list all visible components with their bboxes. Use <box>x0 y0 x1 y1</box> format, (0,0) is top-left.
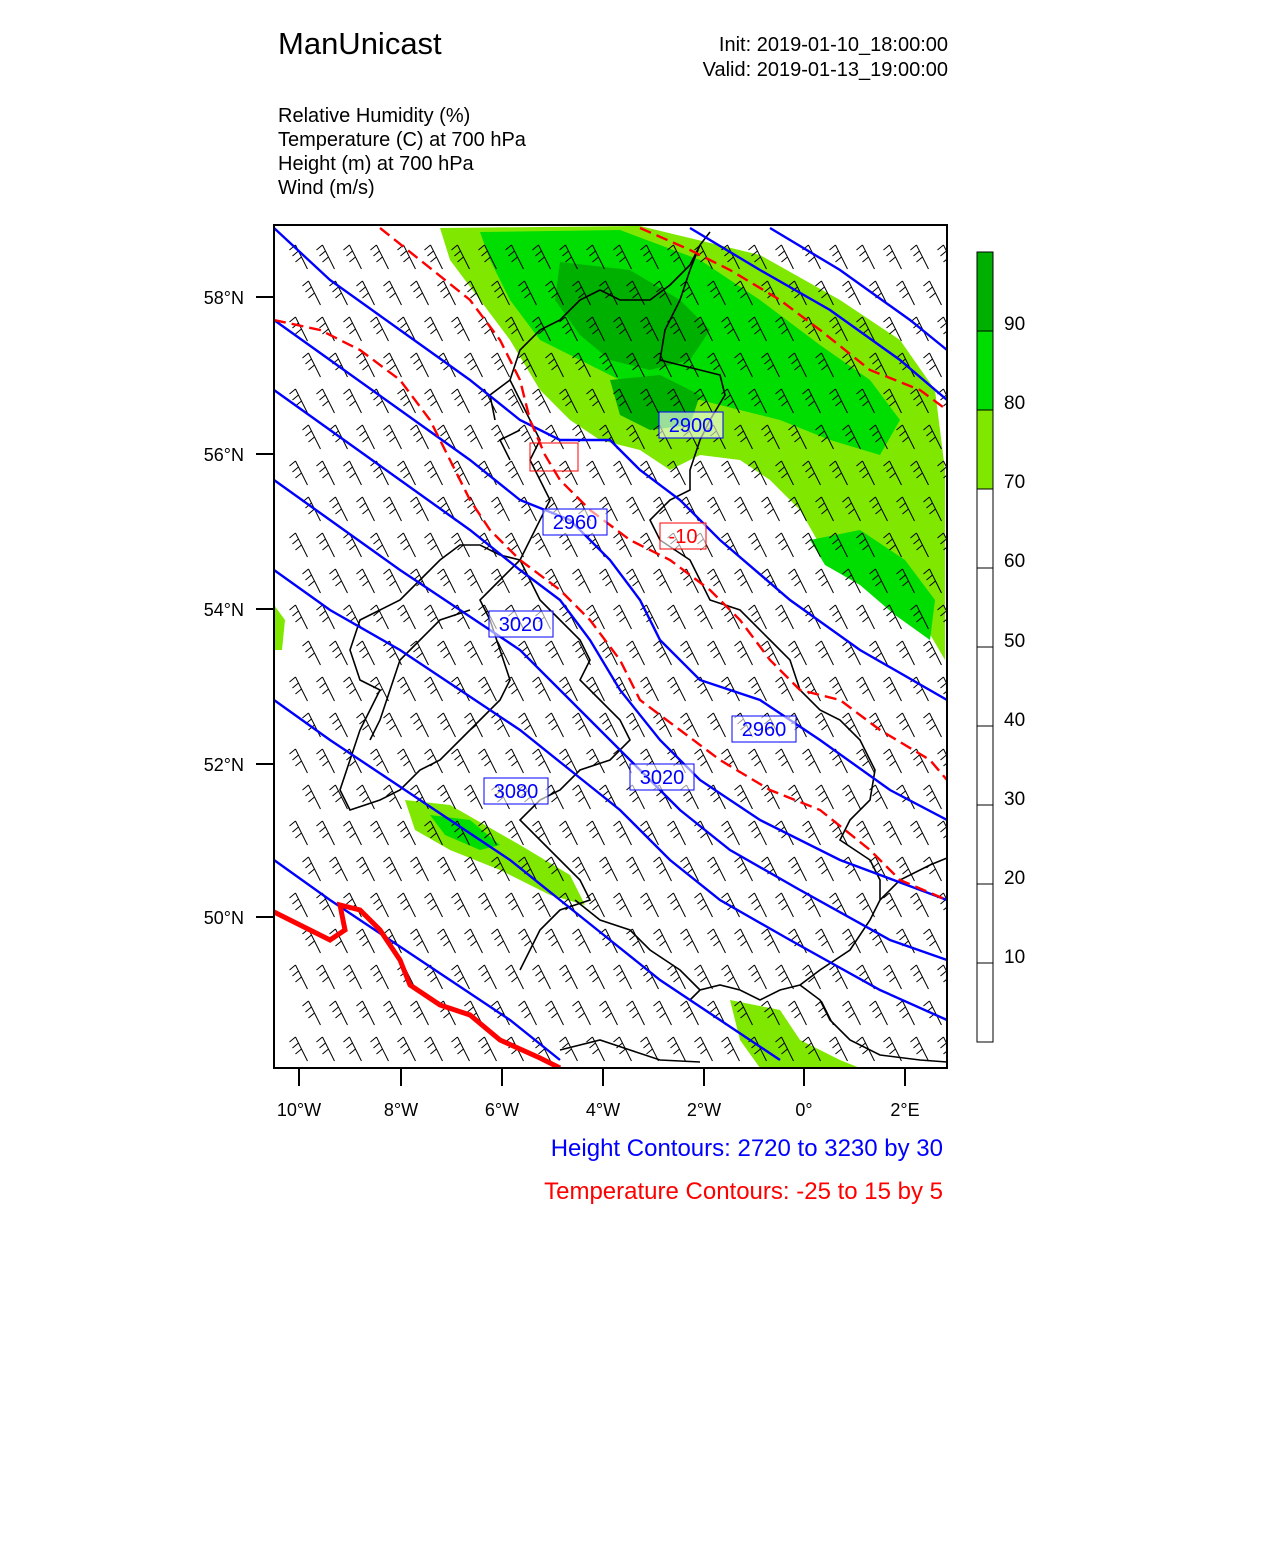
colorbar-labels <box>1004 314 1025 968</box>
svg-text:3020: 3020 <box>639 767 685 789</box>
field-label-rh: Relative Humidity (%) <box>278 105 471 127</box>
lon-axis <box>277 1068 920 1120</box>
lon-tick-label: 2°E <box>890 1100 920 1120</box>
lon-tick-label: 2°W <box>686 1100 722 1120</box>
height-label-3020b <box>630 764 694 790</box>
svg-text:-10: -10 <box>668 526 698 548</box>
lat-tick-label: 56°N <box>203 445 244 465</box>
lat-tick-label: 54°N <box>203 600 244 620</box>
rh-colorbar <box>977 252 993 1042</box>
svg-text:2960: 2960 <box>741 719 787 741</box>
lat-axis <box>204 288 274 928</box>
colorbar-label: 10 <box>1004 947 1026 968</box>
init-time: Init: 2019-01-10_18:00:00 <box>718 34 948 56</box>
wind-barb <box>950 929 968 953</box>
height-label-3020a <box>489 611 553 637</box>
wind-barb <box>950 1001 968 1025</box>
lon-tick-label: 0° <box>795 1100 813 1120</box>
colorbar-label: 20 <box>1004 868 1026 889</box>
lon-tick-label: 6°W <box>484 1100 520 1120</box>
colorbar-label: 60 <box>1004 551 1026 572</box>
colorbar-label: 30 <box>1004 789 1026 810</box>
colorbar-box <box>977 489 993 568</box>
lat-tick-label: 50°N <box>203 908 244 928</box>
svg-text:3020: 3020 <box>498 614 544 636</box>
wind-barb <box>950 641 968 665</box>
model-title: ManUnicast <box>278 26 442 61</box>
colorbar-box <box>977 647 993 726</box>
colorbar-box <box>977 726 993 805</box>
colorbar-label: 80 <box>1004 393 1026 414</box>
colorbar-box <box>977 884 993 963</box>
field-label-temperature: Temperature (C) at 700 hPa <box>278 129 526 151</box>
colorbar-label: 90 <box>1004 314 1026 335</box>
wind-barb <box>950 425 968 449</box>
svg-text:2900: 2900 <box>668 415 714 437</box>
lon-tick-label: 10°W <box>276 1100 322 1120</box>
wind-barb <box>950 857 968 881</box>
colorbar-box <box>977 252 993 331</box>
wind-barb <box>950 785 968 809</box>
colorbar-box <box>977 963 993 1042</box>
colorbar-label: 70 <box>1004 472 1026 493</box>
wind-barb <box>950 281 968 305</box>
colorbar-label: 40 <box>1004 710 1026 731</box>
colorbar-box <box>977 568 993 647</box>
lon-tick-label: 4°W <box>585 1100 621 1120</box>
wind-barb <box>950 713 968 737</box>
lon-tick-label: 8°W <box>383 1100 419 1120</box>
map-area <box>274 225 968 1068</box>
lat-tick-label: 52°N <box>203 755 244 775</box>
height-label-2900 <box>659 412 723 438</box>
colorbar-box <box>977 410 993 489</box>
wind-barb <box>950 353 968 377</box>
temp-label-minus10 <box>660 523 706 549</box>
lat-tick-label: 58°N <box>203 288 244 308</box>
field-label-height: Height (m) at 700 hPa <box>278 153 474 175</box>
colorbar-label: 50 <box>1004 631 1026 652</box>
height-label-2960a <box>543 509 607 535</box>
valid-time: Valid: 2019-01-13_19:00:00 <box>702 59 948 81</box>
height-label-3080 <box>484 778 548 804</box>
wind-barb <box>950 569 968 593</box>
svg-text:3080: 3080 <box>493 781 539 803</box>
temperature-contour-legend: Temperature Contours: -25 to 15 by 5 <box>544 1178 943 1205</box>
field-label-wind: Wind (m/s) <box>278 177 375 199</box>
svg-text:2960: 2960 <box>552 512 598 534</box>
height-label-2960b <box>732 716 796 742</box>
colorbar-box <box>977 331 993 410</box>
height-contour-legend: Height Contours: 2720 to 3230 by 30 <box>550 1135 943 1162</box>
colorbar-box <box>977 805 993 884</box>
wind-barb <box>950 497 968 521</box>
